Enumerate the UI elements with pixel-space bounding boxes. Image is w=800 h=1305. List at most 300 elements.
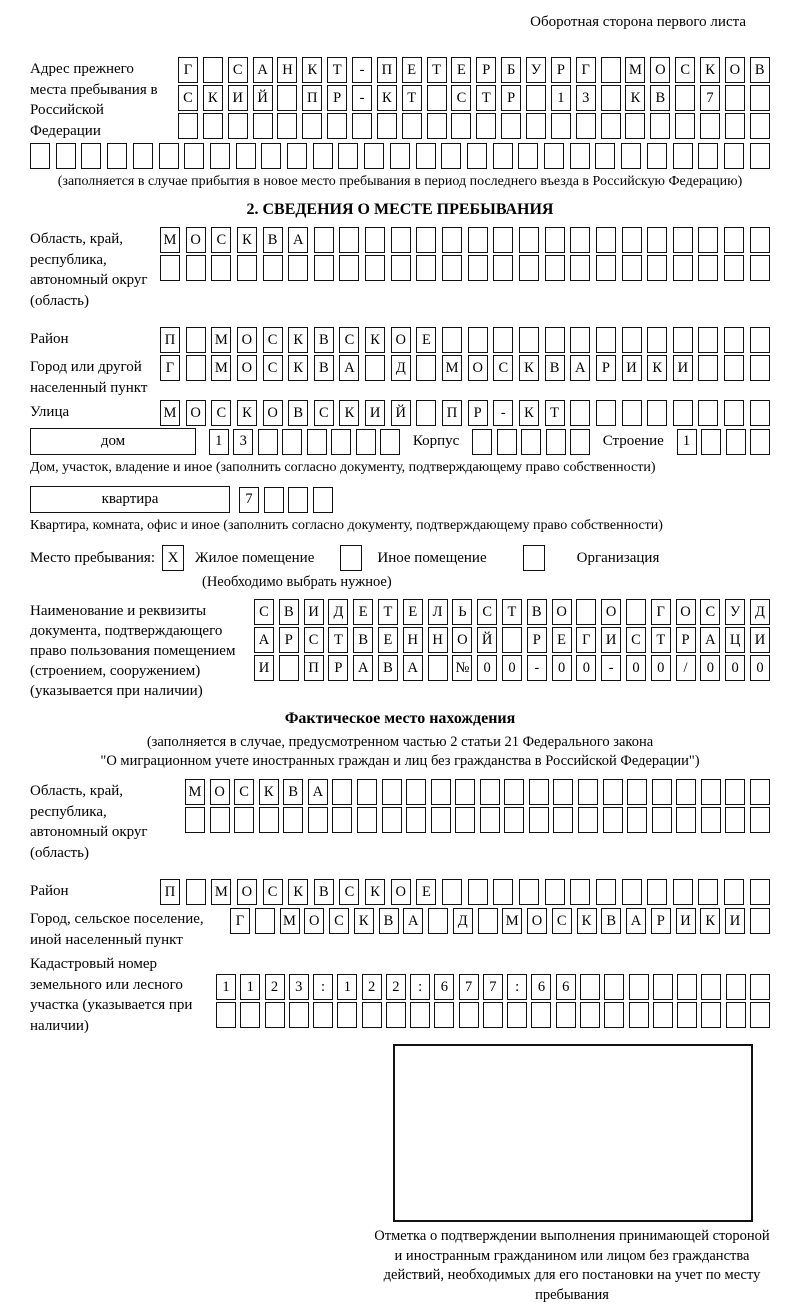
- char-box: [596, 879, 616, 905]
- char-box: А: [288, 227, 308, 253]
- char-box: И: [622, 355, 642, 381]
- char-box: [258, 429, 278, 455]
- oblast-label: Область, край, республика, автономный округ (область): [30, 231, 148, 309]
- char-box: [673, 327, 693, 353]
- char-box: О: [263, 400, 283, 426]
- char-box: [427, 113, 447, 139]
- char-box: [504, 779, 524, 805]
- char-box: [701, 807, 721, 833]
- kadastr-field: [30, 952, 770, 1036]
- char-box: [451, 113, 471, 139]
- char-box: [337, 1002, 357, 1028]
- char-box: [210, 807, 230, 833]
- char-box: Г: [160, 355, 180, 381]
- char-box: [701, 429, 721, 455]
- char-box: [603, 807, 623, 833]
- char-box: [750, 227, 770, 253]
- char-box: [211, 255, 231, 281]
- char-box: [493, 143, 513, 169]
- char-row: [216, 974, 770, 1000]
- char-box: Д: [453, 908, 473, 934]
- char-box: 3: [289, 974, 309, 1000]
- char-box: [228, 113, 248, 139]
- char-box: И: [228, 85, 248, 111]
- checkbox-inoe: [340, 545, 362, 571]
- char-box: [302, 113, 322, 139]
- char-box: [647, 255, 667, 281]
- char-box: [431, 807, 451, 833]
- char-box: [726, 1002, 746, 1028]
- char-box: [625, 113, 645, 139]
- char-box: [476, 113, 496, 139]
- char-box: [725, 779, 745, 805]
- char-box: [518, 143, 538, 169]
- char-box: [380, 429, 400, 455]
- char-box: М: [160, 400, 180, 426]
- char-box: [627, 779, 647, 805]
- char-box: [677, 1002, 697, 1028]
- char-box: [216, 1002, 236, 1028]
- char-box: 0: [725, 655, 745, 681]
- char-box: К: [700, 908, 720, 934]
- char-box: В: [314, 327, 334, 353]
- char-box: [365, 227, 385, 253]
- char-box: 1: [551, 85, 571, 111]
- char-box: Т: [651, 627, 671, 653]
- char-box: [673, 143, 693, 169]
- option-inoe-label: Иное помещение: [377, 549, 487, 566]
- char-box: Е: [416, 327, 436, 353]
- char-box: [186, 327, 206, 353]
- char-box: [81, 143, 101, 169]
- char-box: [234, 807, 254, 833]
- char-box: [480, 807, 500, 833]
- prev-address-block: [30, 57, 770, 141]
- char-box: [493, 227, 513, 253]
- char-box: А: [403, 655, 423, 681]
- char-box: Т: [327, 57, 347, 83]
- char-box: [493, 879, 513, 905]
- char-box: [675, 113, 695, 139]
- char-box: [724, 355, 744, 381]
- char-box: [504, 807, 524, 833]
- prev-address-caption: (заполняется в случае прибытия в новое место пребывания в период последнего въезда в Российскую Федерацию): [57, 174, 743, 189]
- prev-address-rows: [178, 57, 770, 141]
- char-box: [502, 627, 522, 653]
- char-box: [750, 85, 770, 111]
- dom-cells: [209, 429, 401, 455]
- char-box: [726, 974, 746, 1000]
- char-box: [428, 908, 448, 934]
- char-box: [626, 599, 646, 625]
- char-box: [750, 355, 770, 381]
- char-box: [467, 143, 487, 169]
- char-box: О: [237, 327, 257, 353]
- char-box: [647, 879, 667, 905]
- dom-caption: Дом, участок, владение и иное (заполнить согласно документу, подтверждающему право собственности): [30, 460, 656, 475]
- char-box: А: [254, 627, 274, 653]
- char-box: [313, 1002, 333, 1028]
- char-box: [455, 779, 475, 805]
- char-box: А: [308, 779, 328, 805]
- char-box: [526, 113, 546, 139]
- char-box: [237, 255, 257, 281]
- char-box: [386, 1002, 406, 1028]
- char-box: Л: [428, 599, 448, 625]
- char-box: :: [313, 974, 333, 1000]
- char-box: [570, 255, 590, 281]
- char-box: [647, 327, 667, 353]
- char-box: С: [263, 327, 283, 353]
- char-box: [724, 327, 744, 353]
- char-box: [30, 143, 50, 169]
- char-box: П: [160, 879, 180, 905]
- char-box: К: [237, 227, 257, 253]
- checkbox-organizatsiya: [523, 545, 545, 571]
- char-box: 1: [216, 974, 236, 1000]
- char-box: [546, 429, 566, 455]
- char-box: [382, 807, 402, 833]
- char-box: [468, 327, 488, 353]
- char-box: Р: [279, 627, 299, 653]
- char-box: Й: [477, 627, 497, 653]
- char-box: П: [160, 327, 180, 353]
- option-organizatsiya-label: Организация: [576, 549, 660, 566]
- char-box: [698, 227, 718, 253]
- char-box: [365, 355, 385, 381]
- char-box: [277, 85, 297, 111]
- char-box: М: [442, 355, 462, 381]
- char-row: [160, 227, 770, 253]
- char-box: У: [725, 599, 745, 625]
- fact-gorod-field: [30, 907, 770, 950]
- char-box: К: [647, 355, 667, 381]
- char-row: [178, 113, 770, 139]
- char-box: К: [339, 400, 359, 426]
- char-box: [629, 1002, 649, 1028]
- char-box: [725, 807, 745, 833]
- char-box: [750, 879, 770, 905]
- char-box: [519, 227, 539, 253]
- char-box: [356, 429, 376, 455]
- char-box: [364, 143, 384, 169]
- char-box: [698, 255, 718, 281]
- char-box: В: [314, 879, 334, 905]
- char-box: [507, 1002, 527, 1028]
- prev-address-label: Адрес прежнего места пребывания в Российской Федерации: [30, 61, 158, 139]
- char-box: И: [725, 908, 745, 934]
- stroenie-cells: [677, 429, 771, 455]
- char-box: [545, 255, 565, 281]
- char-box: К: [259, 779, 279, 805]
- char-box: [701, 974, 721, 1000]
- char-box: [186, 255, 206, 281]
- char-box: Ц: [725, 627, 745, 653]
- char-box: А: [570, 355, 590, 381]
- char-box: Р: [327, 85, 347, 111]
- char-box: С: [178, 85, 198, 111]
- char-box: -: [352, 57, 372, 83]
- char-box: [750, 113, 770, 139]
- char-box: Т: [402, 85, 422, 111]
- char-box: 3: [233, 429, 253, 455]
- char-box: О: [237, 355, 257, 381]
- char-box: [416, 400, 436, 426]
- korpus-label: Корпус: [412, 433, 460, 449]
- char-box: [701, 1002, 721, 1028]
- option-zhiloe-label: Жилое помещение: [195, 549, 315, 566]
- char-box: 2: [265, 974, 285, 1000]
- char-box: [724, 400, 744, 426]
- char-box: П: [442, 400, 462, 426]
- char-box: [673, 879, 693, 905]
- char-row: [160, 879, 770, 905]
- char-box: [650, 113, 670, 139]
- char-box: [255, 908, 275, 934]
- char-box: Е: [451, 57, 471, 83]
- char-box: Е: [403, 599, 423, 625]
- char-box: [675, 85, 695, 111]
- char-box: 6: [531, 974, 551, 1000]
- char-box: [698, 879, 718, 905]
- char-box: [279, 655, 299, 681]
- char-box: Б: [501, 57, 521, 83]
- char-box: [277, 113, 297, 139]
- char-box: [493, 255, 513, 281]
- char-box: [580, 1002, 600, 1028]
- char-box: [459, 1002, 479, 1028]
- char-box: В: [527, 599, 547, 625]
- char-box: С: [314, 400, 334, 426]
- char-box: Г: [576, 627, 596, 653]
- confirmation-stamp-caption: Отметка о подтверждении выполнения принимающей стороной и иностранным гражданином или лицом без гражданства действий, необходимых для его постановки на учет по месту пребывания: [374, 1228, 770, 1303]
- char-box: [580, 974, 600, 1000]
- char-box: [653, 974, 673, 1000]
- char-box: [556, 1002, 576, 1028]
- char-box: [259, 807, 279, 833]
- char-row: [178, 57, 770, 83]
- char-box: [184, 143, 204, 169]
- char-row: [30, 143, 770, 169]
- char-box: [526, 85, 546, 111]
- char-box: 1: [337, 974, 357, 1000]
- char-row: [185, 779, 770, 805]
- char-box: [726, 429, 746, 455]
- char-box: [313, 487, 333, 513]
- char-box: [604, 974, 624, 1000]
- char-box: [159, 143, 179, 169]
- char-box: М: [625, 57, 645, 83]
- kadastr-label: Кадастровый номер земельного или лесного участка (указывается при наличии): [30, 956, 193, 1034]
- dom-row: [30, 428, 770, 455]
- rayon-label: Район: [30, 331, 69, 347]
- char-box: О: [237, 879, 257, 905]
- char-box: [339, 255, 359, 281]
- char-box: [673, 400, 693, 426]
- char-box: Н: [428, 627, 448, 653]
- char-box: [750, 908, 770, 934]
- char-box: С: [329, 908, 349, 934]
- char-box: С: [339, 327, 359, 353]
- char-row: [160, 255, 770, 281]
- char-box: 0: [651, 655, 671, 681]
- char-row: [160, 355, 770, 381]
- char-box: К: [700, 57, 720, 83]
- char-box: [410, 1002, 430, 1028]
- char-box: [288, 255, 308, 281]
- char-box: [428, 655, 448, 681]
- header-note: Оборотная сторона первого листа: [530, 14, 746, 30]
- char-box: 7: [700, 85, 720, 111]
- char-box: [56, 143, 76, 169]
- fact-note-line2: "О миграционном учете иностранных граждан и лиц без гражданства в Российской Федерации"): [100, 753, 700, 769]
- char-box: [282, 429, 302, 455]
- char-box: -: [601, 655, 621, 681]
- char-box: [501, 113, 521, 139]
- char-box: [390, 143, 410, 169]
- char-box: [253, 113, 273, 139]
- char-box: 7: [459, 974, 479, 1000]
- char-box: М: [211, 355, 231, 381]
- char-box: [627, 807, 647, 833]
- char-box: О: [527, 908, 547, 934]
- char-box: [647, 143, 667, 169]
- char-box: Ь: [452, 599, 472, 625]
- char-box: Р: [596, 355, 616, 381]
- char-box: М: [502, 908, 522, 934]
- char-box: В: [314, 355, 334, 381]
- char-row: [178, 85, 770, 111]
- dom-box: дом: [30, 428, 196, 455]
- char-box: [750, 779, 770, 805]
- char-box: [264, 487, 284, 513]
- char-box: [570, 429, 590, 455]
- char-box: Р: [501, 85, 521, 111]
- char-box: [725, 113, 745, 139]
- char-box: [382, 779, 402, 805]
- char-box: С: [339, 879, 359, 905]
- char-box: В: [650, 85, 670, 111]
- char-box: К: [237, 400, 257, 426]
- char-box: [578, 807, 598, 833]
- char-box: Й: [391, 400, 411, 426]
- char-box: [576, 599, 596, 625]
- char-box: [263, 255, 283, 281]
- char-box: О: [391, 879, 411, 905]
- char-box: А: [339, 355, 359, 381]
- char-box: [261, 143, 281, 169]
- char-box: В: [263, 227, 283, 253]
- fact-title: Фактическое место нахождения: [284, 710, 516, 727]
- char-box: А: [626, 908, 646, 934]
- char-box: [210, 143, 230, 169]
- rayon-field: [30, 327, 770, 353]
- char-box: К: [365, 879, 385, 905]
- char-box: [185, 807, 205, 833]
- char-row: [185, 807, 770, 833]
- char-box: 0: [477, 655, 497, 681]
- char-box: В: [379, 908, 399, 934]
- char-box: К: [288, 327, 308, 353]
- char-box: [570, 879, 590, 905]
- char-box: [107, 143, 127, 169]
- char-box: [698, 355, 718, 381]
- char-box: [431, 779, 451, 805]
- char-box: [596, 327, 616, 353]
- char-box: [434, 1002, 454, 1028]
- char-box: [596, 227, 616, 253]
- char-box: И: [750, 627, 770, 653]
- char-box: [442, 255, 462, 281]
- char-box: И: [673, 355, 693, 381]
- char-box: [676, 779, 696, 805]
- kvartira-row: [30, 486, 770, 513]
- char-box: Р: [328, 655, 348, 681]
- char-box: [283, 807, 303, 833]
- char-box: -: [527, 655, 547, 681]
- char-box: С: [263, 355, 283, 381]
- char-box: С: [552, 908, 572, 934]
- char-box: [750, 255, 770, 281]
- char-box: [362, 1002, 382, 1028]
- char-box: 1: [677, 429, 697, 455]
- char-box: [601, 57, 621, 83]
- char-box: Т: [545, 400, 565, 426]
- char-box: 0: [576, 655, 596, 681]
- char-box: [576, 113, 596, 139]
- char-box: П: [377, 57, 397, 83]
- char-box: -: [352, 85, 372, 111]
- char-box: Т: [328, 627, 348, 653]
- char-box: В: [279, 599, 299, 625]
- char-box: [288, 487, 308, 513]
- char-box: [427, 85, 447, 111]
- char-box: Н: [403, 627, 423, 653]
- char-box: В: [288, 400, 308, 426]
- char-box: [265, 1002, 285, 1028]
- char-box: О: [452, 627, 472, 653]
- char-box: [519, 879, 539, 905]
- char-box: [622, 227, 642, 253]
- char-box: О: [304, 908, 324, 934]
- char-box: [308, 807, 328, 833]
- char-box: [472, 429, 492, 455]
- char-row: [254, 599, 770, 625]
- char-box: [601, 113, 621, 139]
- char-box: /: [676, 655, 696, 681]
- char-box: П: [304, 655, 324, 681]
- char-box: [416, 355, 436, 381]
- char-box: [529, 807, 549, 833]
- char-box: [629, 974, 649, 1000]
- char-box: Е: [552, 627, 572, 653]
- char-box: [621, 143, 641, 169]
- char-box: О: [676, 599, 696, 625]
- korpus-cells: [472, 429, 590, 455]
- char-box: [314, 227, 334, 253]
- char-box: И: [254, 655, 274, 681]
- char-box: Г: [230, 908, 250, 934]
- fact-gorod-label: Город, сельское поселение, иной населенный пункт: [30, 911, 204, 948]
- char-box: [750, 327, 770, 353]
- char-box: А: [353, 655, 373, 681]
- char-box: [332, 807, 352, 833]
- char-box: [314, 255, 334, 281]
- char-box: [186, 355, 206, 381]
- char-box: [416, 143, 436, 169]
- char-box: [178, 113, 198, 139]
- char-box: Т: [502, 599, 522, 625]
